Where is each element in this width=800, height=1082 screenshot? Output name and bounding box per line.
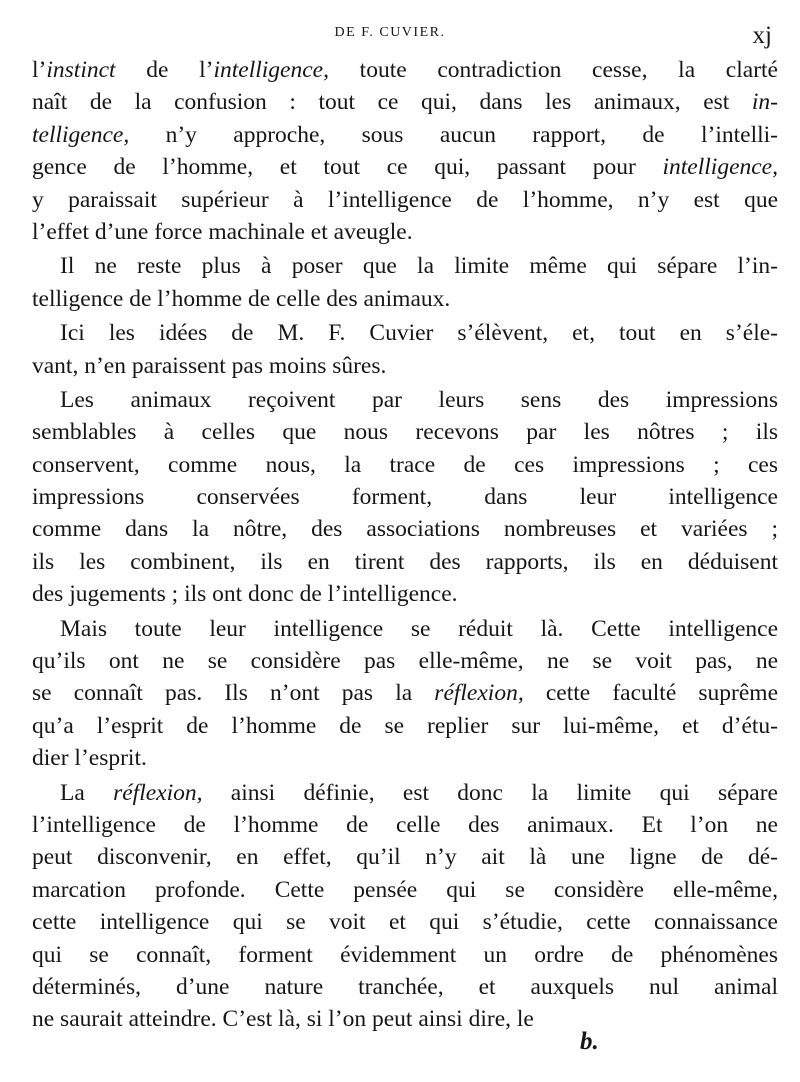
paragraph bbox=[32, 613, 778, 775]
text-line: semblables à celles que nous recevons par les nôtres ; ils bbox=[32, 419, 778, 446]
text-line: qui se connaît, forment évidemment un ordre de phénomènes bbox=[32, 941, 778, 968]
text-line: comme dans la nôtre, des associations nombreuses et variées ; bbox=[32, 516, 778, 543]
running-head bbox=[0, 22, 800, 49]
text-line: telligence de l’homme de celle des animaux. bbox=[32, 285, 451, 312]
text-line: marcation profonde. Cette pensée qui se considère elle-même, bbox=[32, 876, 778, 903]
paragraph bbox=[32, 384, 778, 611]
running-title bbox=[0, 25, 800, 41]
text-line: des jugements ; ils ont donc de l’intelligence. bbox=[32, 581, 458, 608]
text-line: gence de l’homme, et tout ce qui, passant pour intelligence, bbox=[32, 154, 778, 181]
running-title-text: DE F. CUVIER. bbox=[334, 25, 446, 40]
paragraph bbox=[32, 777, 778, 1036]
text-line: ils les combinent, ils en tirent des rapports, ils en déduisent bbox=[32, 548, 778, 575]
text-line: se connaît pas. Ils n’ont pas la réflexion, cette faculté suprême bbox=[32, 680, 778, 707]
text-line: La réflexion, ainsi définie, est donc la limite qui sépare bbox=[60, 779, 778, 806]
text-line: dier l’esprit. bbox=[32, 745, 147, 772]
text-line: naît de la confusion : tout ce qui, dans les animaux, est in- bbox=[32, 89, 778, 116]
text-line: Il ne reste plus à poser que la limite même qui sépare l’in- bbox=[60, 253, 778, 280]
text-line: qu’a l’esprit de l’homme de se replier sur lui-même, et d’étu- bbox=[32, 712, 778, 739]
text-line: Mais toute leur intelligence se réduit là. Cette intelligence bbox=[60, 615, 778, 642]
text-line: l’effet d’une force machinale et aveugle. bbox=[32, 218, 413, 245]
text-line: qu’ils ont ne se considère pas elle-même, ne se voit pas, ne bbox=[32, 648, 778, 675]
text-line: conservent, comme nous, la trace de ces impressions ; ces bbox=[32, 451, 778, 478]
text-line: l’instinct de l’intelligence, toute contradiction cesse, la clarté bbox=[32, 57, 778, 83]
page-number: xj bbox=[752, 22, 772, 49]
paragraph bbox=[32, 54, 778, 248]
text-line: déterminés, d’une nature tranchée, et auxquels nul animal bbox=[32, 973, 778, 1000]
text-line: vant, n’en paraissent pas moins sûres. bbox=[32, 352, 387, 379]
paragraph bbox=[32, 317, 778, 382]
text-line: y paraissait supérieur à l’intelligence de l’homme, n’y est que bbox=[32, 186, 778, 213]
text-line: ne saurait atteindre. C’est là, si l’on peut ainsi dire, le bbox=[32, 1006, 534, 1033]
paragraph bbox=[32, 250, 778, 315]
text-line: telligence, n’y approche, sous aucun rapport, de l’intelli- bbox=[32, 121, 778, 148]
text-line: Ici les idées de M. F. Cuvier s’élèvent, et, tout en s’éle- bbox=[60, 320, 778, 347]
text-line: l’intelligence de l’homme de celle des animaux. Et l’on ne bbox=[32, 811, 778, 838]
signature-mark: b. bbox=[580, 1028, 599, 1055]
text-line: peut disconvenir, en effet, qu’il n’y ait là une ligne de dé- bbox=[32, 844, 778, 871]
text-line: cette intelligence qui se voit et qui s’étudie, cette connaissance bbox=[32, 909, 778, 936]
text-line: impressions conservées forment, dans leur intelligence bbox=[32, 484, 778, 511]
text-line: Les animaux reçoivent par leurs sens des impressions bbox=[60, 386, 778, 413]
body-text bbox=[32, 54, 778, 1036]
